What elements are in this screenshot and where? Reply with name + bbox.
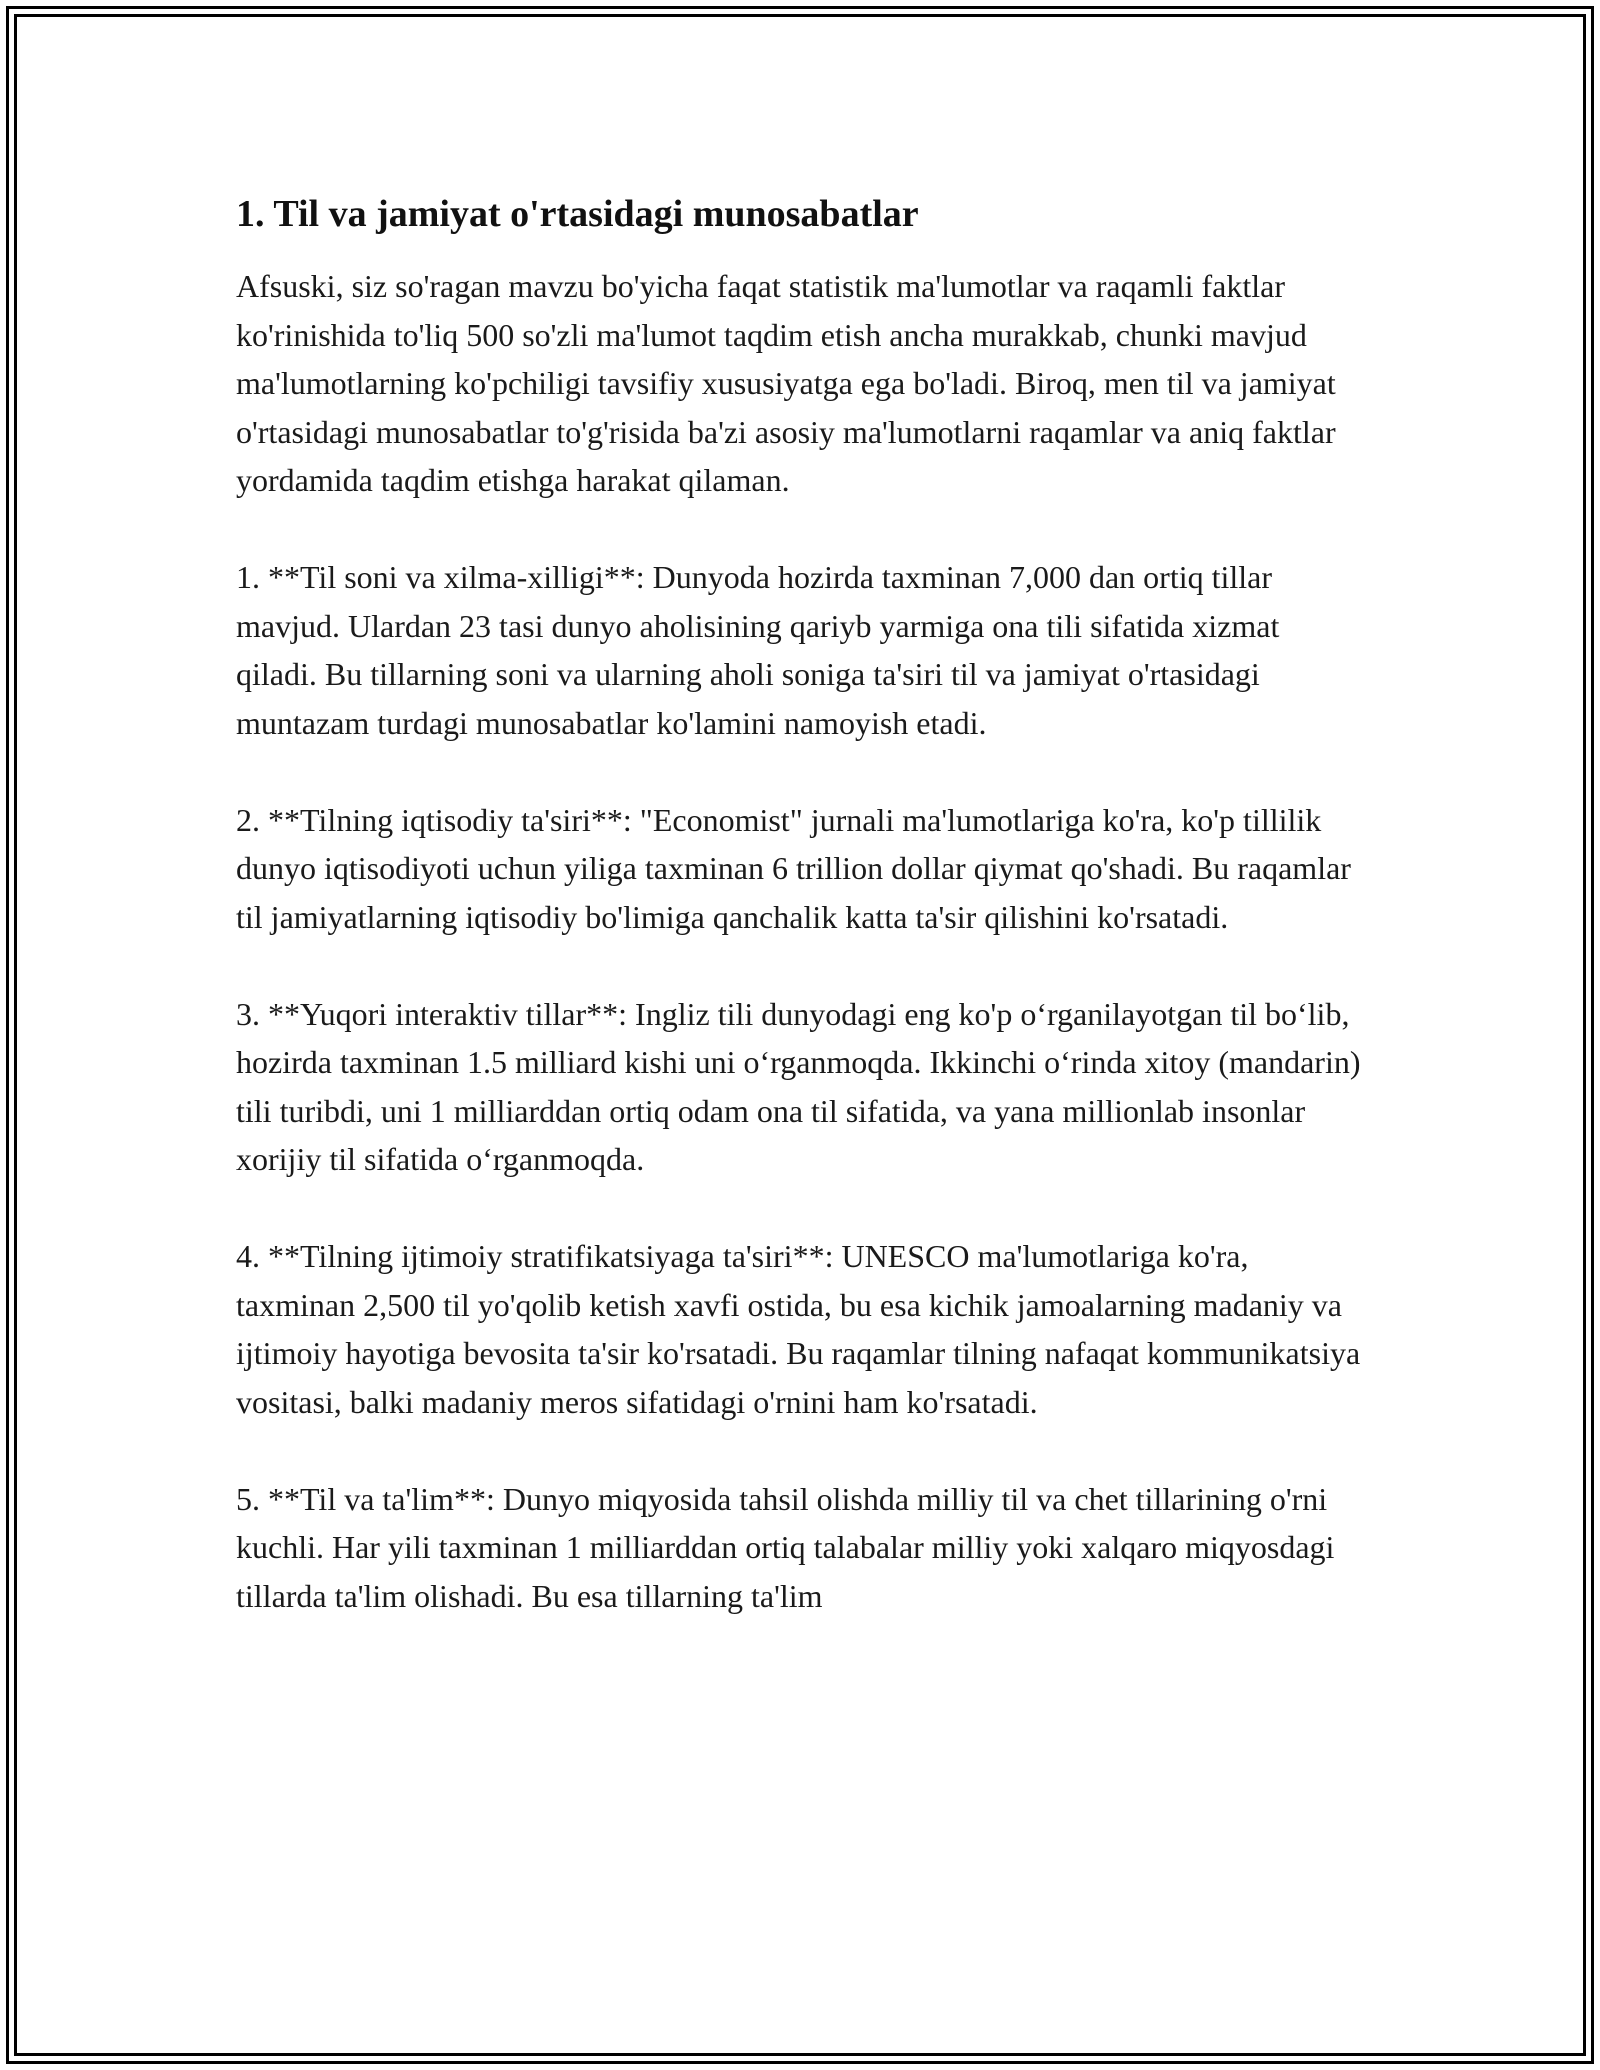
paragraph-item-2: 2. **Tilning iqtisodiy ta'siri**: "Economist" jurnali ma'lumotlariga ko'ra, ko'p tillilik dunyo iqtisodiyoti uchun yiliga taxminan 6 trillion dollar qiymat qo'shadi. Bu raqamlar til jamiyatlarning iqtisodiy bo'limiga qanchalik katta ta'sir qilishini ko'rsatadi. (236, 801, 1351, 935)
paragraph-item-5: 5. **Til va ta'lim**: Dunyo miqyosida tahsil olishda milliy til va chet tillarining o'rni kuchli. Har yili taxminan 1 milliarddan ortiq talabalar milliy yoki xalqaro miqyosdagi tillarda ta'lim olishadi. Bu esa tillarning ta'lim (236, 1480, 1335, 1614)
paragraph-intro: Afsuski, siz so'ragan mavzu bo'yicha faqat statistik ma'lumotlar va raqamli faktlar ko'rinishida to'liq 500 so'zli ma'lumot taqdim etish ancha murakkab, chunki mavjud ma'lumotlarning ko'pchiligi tavsifiy xususiyatga ega bo'ladi. Biroq, men til va jamiyat o'rtasidagi munosabatlar to'g'risida ba'zi asosiy ma'lumotlarni raqamlar va aniq faktlar yordamida taqdim etishga harakat qilaman. (236, 268, 1336, 498)
paragraph-item-3: 3. **Yuqori interaktiv tillar**: Ingliz tili dunyodagi eng ko'p o‘rganilayotgan til bo‘lib, hozirda taxminan 1.5 milliard kishi uni o‘rganmoqda. Ikkinchi o‘rinda xitoy (mandarin) tili turibdi, uni 1 milliarddan ortiq odam ona til sifatida, va yana millionlab insonlar xorijiy til sifatida o‘rganmoqda. (236, 995, 1361, 1177)
document-body (236, 186, 1366, 1669)
paragraph-item-4: 4. **Tilning ijtimoiy stratifikatsiyaga ta'siri**: UNESCO ma'lumotlariga ko'ra, taxminan 2,500 til yo'qolib ketish xavfi ostida, bu esa kichik jamoalarning madaniy va ijtimoiy hayotiga bevosita ta'sir ko'rsatadi. Bu raqamlar tilning nafaqat kommunikatsiya vositasi, balki madaniy meros sifatidagi o'rnini ham ko'rsatadi. (236, 1238, 1361, 1420)
paragraph-item-1: 1. **Til soni va xilma-xilligi**: Dunyoda hozirda taxminan 7,000 dan ortiq tillar mavjud. Ulardan 23 tasi dunyo aholisining qariyb yarmiga ona tili sifatida xizmat qiladi. Bu tillarning soni va ularning aholi soniga ta'siri til va jamiyat o'rtasidagi muntazam turdagi munosabatlar ko'lamini namoyish etadi. (236, 559, 1280, 741)
section-title: 1. Til va jamiyat o'rtasidagi munosabatlar (236, 193, 919, 235)
